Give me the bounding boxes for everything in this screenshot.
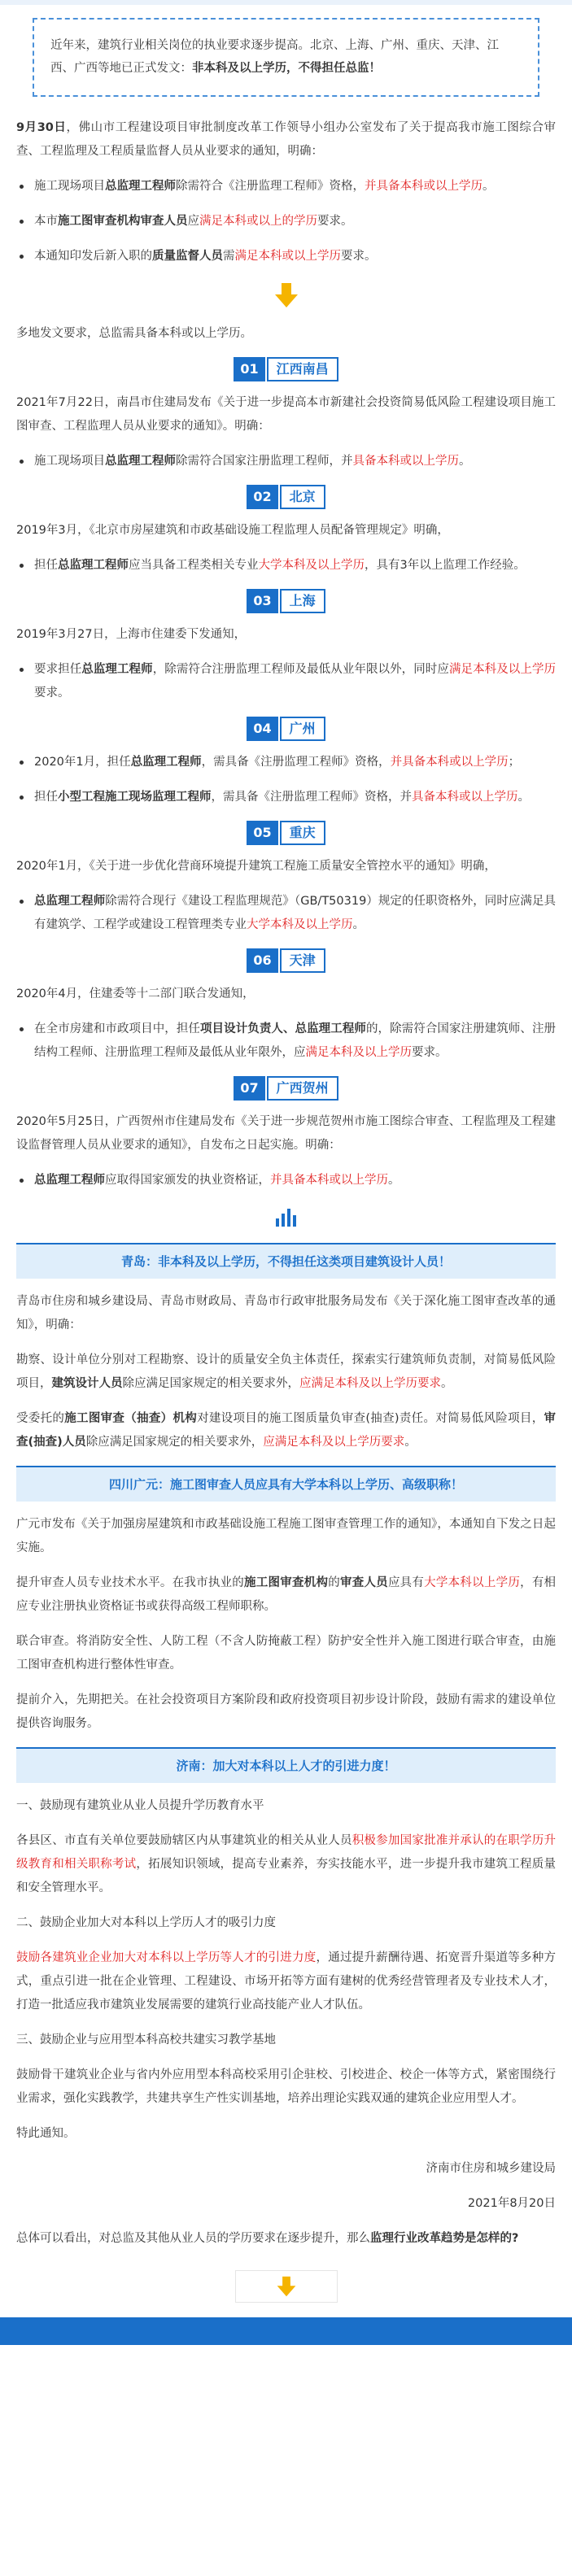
foshan-bullet-1: 施工现场项目总监理工程师除需符合《注册监理工程师》资格，并具备本科或以上学历。 (16, 175, 556, 198)
guangyuan-p3: 联合审查。将消防安全性、人防工程（不含人防掩蔽工程）防护安全性并入施工图进行联合审查，由施工图审查机构进行整体性审查。 (16, 1634, 556, 1672)
jinan-date: 2021年8月20日 (467, 2196, 556, 2210)
jinan-h3: 三、鼓励企业与应用型本科高校共建实习教学基地 (16, 2033, 276, 2046)
jinan-p3: 鼓励骨干建筑业企业与省内外应用型本科高校采用引企驻校、引校进企、校企一体等方式，紧密围绕行业需求，强化实践教学，共建共享生产性实训基地，培养出理论实践双通的建筑企业应用型人才。 (16, 2068, 556, 2105)
guangyuan-p2: 提升审查人员专业技术水平。在我市执业的施工图审查机构的审查人员应具有大学本科以上学历，有相应专业注册执业资格证书或获得高级工程师职称。 (16, 1576, 557, 1613)
city-bullet-guangzhou-1: 2020年1月，担任总监理工程师，需具备《注册监理工程师》资格，并具备本科或以上学历； (16, 751, 556, 774)
city-bullet-tianjin: 在全市房建和市政项目中，担任项目设计负责人、总监理工程师的，除需符合国家注册建筑师、注册结构工程师、注册监理工程师及最低从业年限外，应满足本科及以上学历要求。 (16, 1018, 556, 1065)
city-bullet-shanghai: 要求担任总监理工程师，除需符合注册监理工程师及最低从业年限以外，同时应满足本科及以上学历要求。 (16, 658, 556, 705)
down-arrow-icon-bottom (235, 2270, 338, 2303)
qingdao-p1: 青岛市住房和城乡建设局、青岛市财政局、青岛市行政审批服务局发布《关于深化施工图审查改革的通知》，明确： (16, 1294, 556, 1332)
city-heading-hezhou: 07 广西贺州 (16, 1076, 556, 1101)
city-intro-hezhou: 2020年5月25日，广西贺州市住建局发布《关于进一步规范贺州市施工图综合审查、工程监理及工程建设监督管理人员从业要求的通知》，自发布之日起实施。明确： (16, 1114, 556, 1152)
foshan-bullet-3: 本通知印发后新入职的质量监督人员需满足本科或以上学历要求。 (16, 245, 556, 268)
bottom-bar (0, 2317, 572, 2345)
jinan-p2: 鼓励各建筑业企业加大对本科以上学历等人才的引进力度，通过提升薪酬待遇、拓宽晋升渠道等多种方式，重点引进一批在企业管理、工程建设、市场开拓等方面有建树的优秀经营管理者及专业技术人才，打造一批适应我市建筑业发展需要的建筑行业高技能产业人才队伍。 (16, 1951, 557, 2012)
city-heading-nanchang: 01 江西南昌 (16, 357, 556, 381)
city-heading-guangzhou: 04 广州 (16, 717, 556, 741)
intro-text: 近年来，建筑行业相关岗位的执业要求逐步提高。北京、上海、广州、重庆、天津、江西、广西等地已正式发文： (50, 39, 499, 76)
qingdao-p3: 受委托的施工图审查（抽查）机构对建设项目的施工图质量负审查(抽查)责任。对简易低风险项目，审查(抽查)人员除应满足国家规定的相关要求外，应满足本科及以上学历要求。 (16, 1411, 557, 1449)
city-heading-beijing: 02 北京 (16, 485, 556, 509)
city-intro-chongqing: 2020年1月，《关于进一步优化营商环境提升建筑工程施工质量安全管控水平的通知》明确， (16, 859, 496, 873)
jinan-p4: 特此通知。 (16, 2126, 76, 2140)
city-intro-shanghai: 2019年3月27日，上海市住建委下发通知， (16, 627, 247, 641)
down-arrow-icon (271, 280, 302, 311)
intro-box (33, 18, 539, 97)
city-bullet-beijing: 担任总监理工程师应当具备工程类相关专业大学本科及以上学历，具有3年以上监理工作经验。 (16, 554, 556, 578)
top-divider (0, 0, 572, 5)
jinan-p1: 各县区、市直有关单位要鼓励辖区内从事建筑业的相关从业人员积极参加国家批准并承认的在职学历升级教育和相关职称考试，拓展知识领域，提高专业素养，夯实技能水平，进一步提升我市建筑工程质量和安全管理水平。 (16, 1833, 557, 1894)
foshan-bullet-2: 本市施工图审查机构审查人员应满足本科或以上的学历要求。 (16, 210, 556, 233)
city-heading-tianjin: 06 天津 (16, 948, 556, 973)
city-heading-chongqing: 05 重庆 (16, 821, 556, 845)
foshan-intro (16, 116, 556, 163)
city-intro-beijing: 2019年3月，《北京市房屋建筑和市政基础设施工程监理人员配备管理规定》明确， (16, 523, 449, 537)
guangyuan-p1: 广元市发布《关于加强房屋建筑和市政基础设施工程施工图审查管理工作的通知》，本通知自下发之日起实施。 (16, 1517, 556, 1554)
city-bullet-chongqing: 总监理工程师除需符合现行《建设工程监理规范》（GB/T50319）规定的任职资格外，同时应满足具有建筑学、工程学或建设工程管理类专业大学本科及以上学历。 (16, 890, 556, 937)
jinan-h1: 一、鼓励现有建筑业从业人员提升学历教育水平 (16, 1798, 264, 1812)
jinan-h2: 二、鼓励企业加大对本科以上学历人才的吸引力度 (16, 1916, 276, 1929)
qingdao-p2: 勘察、设计单位分别对工程勘察、设计的质量安全负主体责任，探索实行建筑师负责制，对简易低风险项目，建筑设计人员除应满足国家规定的相关要求外，应满足本科及以上学历要求。 (16, 1353, 556, 1390)
foshan-date: 9月30日 (16, 120, 67, 134)
city-intro-tianjin: 2020年4月，住建委等十二部门联合发通知， (16, 987, 255, 1000)
guangyuan-heading: 四川广元：施工图审查人员应具有大学本科以上学历、高级职称！ (16, 1466, 556, 1502)
guangyuan-p4: 提前介入，先期把关。在社会投资项目方案阶段和政府投资项目初步设计阶段，鼓励有需求的建设单位提供咨询服务。 (16, 1693, 556, 1730)
closing-text: 总体可以看出，对总监及其他从业人员的学历要求在逐步提升，那么监理行业改革趋势是怎样的? (16, 2231, 519, 2245)
city-heading-shanghai: 03 上海 (16, 589, 556, 613)
bar-chart-icon (16, 1207, 556, 1227)
city-bullet-hezhou: 总监理工程师应取得国家颁发的执业资格证，并具备本科或以上学历。 (16, 1169, 556, 1192)
intro-emphasis: 非本科及以上学历，不得担任总监！ (192, 62, 381, 76)
jinan-heading: 济南：加大对本科以上人才的引进力度！ (16, 1747, 556, 1783)
jinan-org: 济南市住房和城乡建设局 (426, 2161, 556, 2175)
foshan-text: ，佛山市工程建设项目审批制度改革工作领导小组办公室发布了关于提高我市施工图综合审查、工程监理及工程质量监督人员从业要求的通知，明确： (16, 120, 556, 158)
city-bullet-nanchang: 施工现场项目总监理工程师除需符合国家注册监理工程师，并具备本科或以上学历。 (16, 450, 556, 473)
qingdao-heading: 青岛：非本科及以上学历，不得担任这类项目建筑设计人员！ (16, 1243, 556, 1279)
city-intro-nanchang: 2021年7月22日，南昌市住建局发布《关于进一步提高本市新建社会投资简易低风险工程建设项目施工图审查、工程监理人员从业要求的通知》。明确： (16, 395, 556, 433)
summary-text: 多地发文要求，总监需具备本科或以上学历。 (16, 326, 252, 340)
city-bullet-guangzhou-2: 担任小型工程施工现场监理工程师，需具备《注册监理工程师》资格，并具备本科或以上学历。 (16, 786, 556, 809)
